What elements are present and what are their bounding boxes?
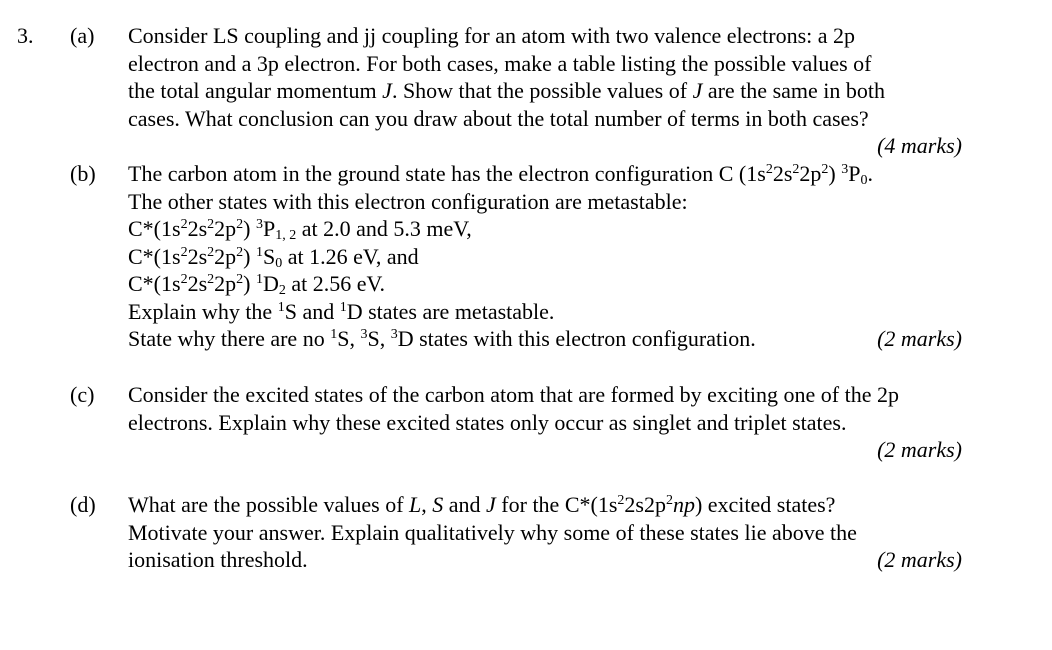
part-a-line1: Consider LS coupling and jj coupling for an atom with two valence electrons: a 2p (128, 23, 856, 48)
part-c-body (128, 381, 962, 464)
part-d-body (128, 491, 962, 574)
part-b-label: (b) (70, 161, 96, 186)
part-b-state-line: State why there are no $^1$S, $^3$S, $^3$D states with this electron configuration. (2 marks) (128, 326, 962, 351)
part-b-state1: $C*(1s^22s^22p^2)$ $^3P_{1, 2}$ at 2.0 and 5.3 meV, (128, 216, 472, 243)
part-a-line4: cases. What conclusion can you draw about the total number of terms in both cases? (128, 105, 869, 131)
part-c-line1: Consider the excited states of the carbon atom that are formed by exciting one of the 2p (128, 382, 899, 407)
part-a-body (128, 22, 962, 160)
part-a-line2: electron and a 3p electron. For both cases, make a table listing the possible values of (128, 50, 872, 76)
part-a-label: (a) (70, 23, 95, 48)
part-a-marks: (4 marks) (877, 133, 962, 158)
part-b-state2: $C*(1s^22s^22p^2)$ $^1S_0$ at 1.26 eV, and (128, 243, 419, 271)
part-d-line2: Motivate your answer. Explain qualitatively why some of these states lie above the (128, 519, 857, 545)
part-b-line1: The carbon atom in the ground state has the electron configuration C $(1s^22s^22p^2)$ $^3P_0$. (128, 161, 873, 188)
part-d-line1: What are the possible values of L, S and J for the $C*(1s^22s2p^2np)$ excited states? (128, 492, 836, 517)
part-b-state3: $C*(1s^22s^22p^2)$ $^1D_2$ at 2.56 eV. (128, 271, 386, 298)
part-c-label: (c) (70, 382, 95, 407)
part-c-line2: electrons. Explain why these excited states only occur as singlet and triplet states. (128, 409, 847, 435)
part-b-marks: (2 marks) (877, 326, 962, 351)
part-b-explain: Explain why the $^1$S and $^1$D states are metastable. (128, 298, 555, 324)
part-d-label: (d) (70, 492, 96, 517)
question-number: 3. (17, 23, 34, 48)
part-b-body (128, 160, 962, 353)
part-d-line3: ionisation threshold. (2 marks) (128, 547, 962, 572)
part-c-marks: (2 marks) (877, 437, 962, 462)
part-a-line3: the total angular momentum J. Show that the possible values of J are the same in both (128, 78, 886, 103)
part-b-line2: The other states with this electron configuration are metastable: (128, 188, 688, 214)
part-d-marks: (2 marks) (877, 547, 962, 572)
